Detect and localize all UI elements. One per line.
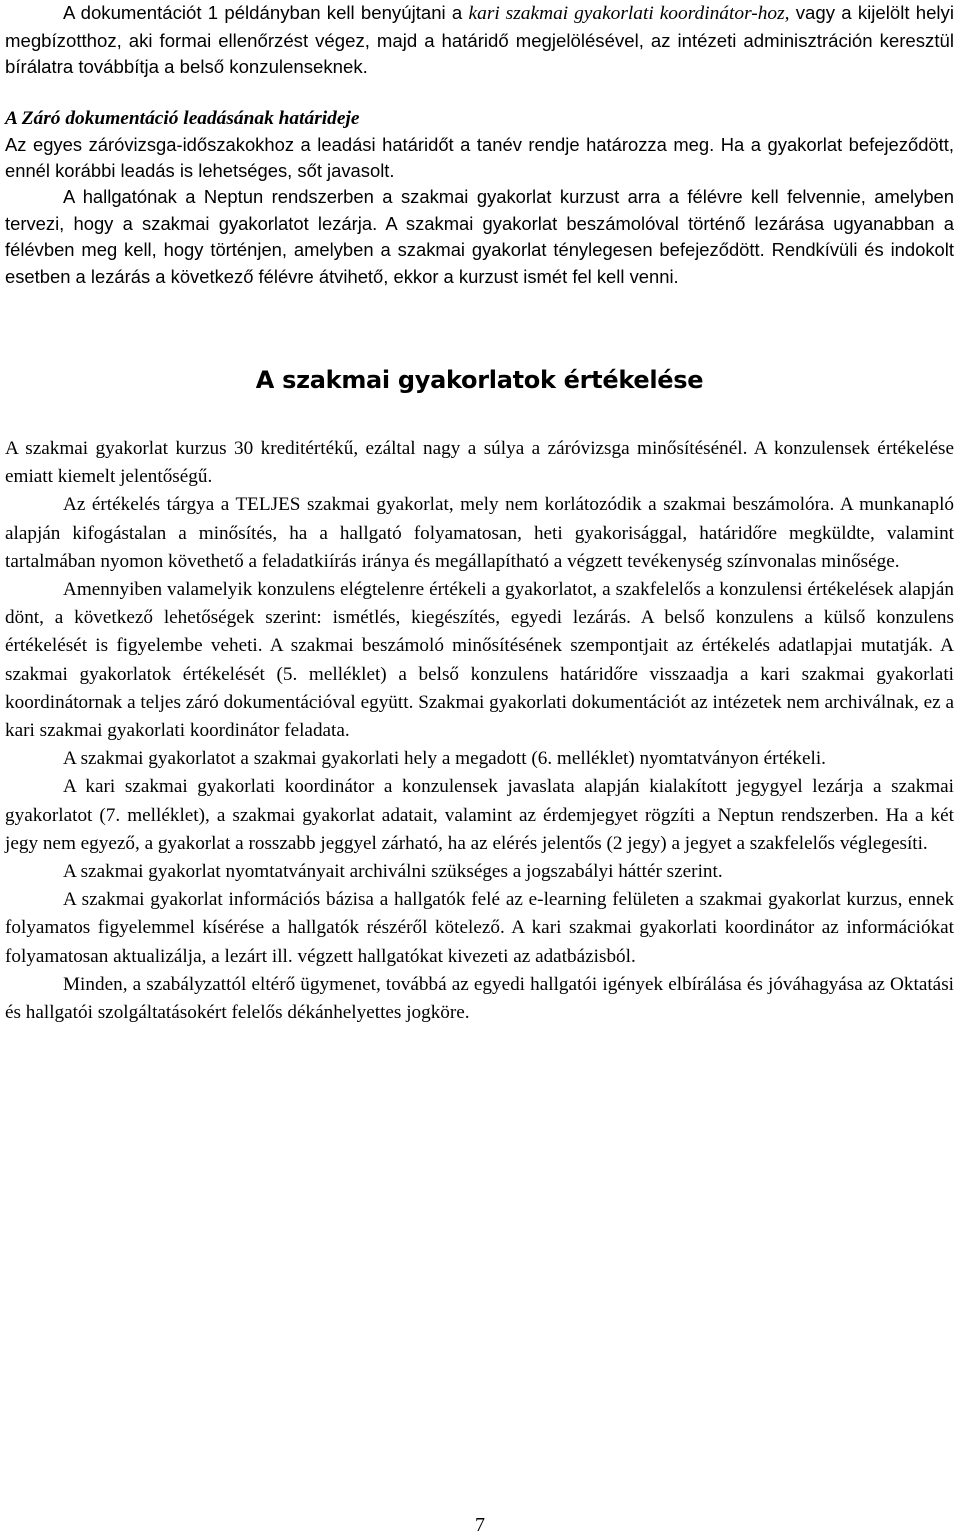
evaluation-paragraph-1: A szakmai gyakorlat kurzus 30 kreditértékű, ezáltal nagy a súlya a záróvizsga minősítésénél. A konzulensek értékelése emiatt kiemelt jelentőségű.: [5, 437, 954, 488]
evaluation-paragraph-2: Az értékelés tárgya a TELJES szakmai gyakorlat, mely nem korlátozódik a szakmai beszámolóra. A munkanapló alapján kifogástalan a minősítés, ha a hallgató folyamatosan, heti gyakorisággal, határidőre megküldte, valamint tartalmában nyomon követhető a feladatkiírás iránya és megállapítható a végzett tevékenység színvonalas minősége.: [5, 494, 954, 572]
evaluation-paragraph-5: A kari szakmai gyakorlati koordinátor a konzulensek javaslata alapján kialakított jegygyel lezárja a szakmai gyakorlatot (7. melléklet), a szakmai gyakorlat adatait, valamint az érdemjegyet rögzíti a Neptun rendszerben. Ha a két jegy nem egyező, a gyakorlat a rosszabb jeggyel zárható, ha az elérés jelentős (2 jegy) a jegyet a szakfelelős véglegesíti.: [5, 776, 954, 854]
evaluation-paragraph-7: A szakmai gyakorlat információs bázisa a hallgatók felé az e-learning felületen a szakmai gyakorlat kurzus, ennek folyamatos figyelemmel kísérése a hallgatók részéről kötelező. A kari szakmai gyakorlati koordinátor az információkat folyamatosan aktualizálja, a lezárt ill. végzett hallgatókat kivezeti az adatbázisból.: [5, 889, 954, 967]
evaluation-paragraph-6: A szakmai gyakorlat nyomtatványait archiválni szükséges a jogszabályi háttér szerint.: [63, 860, 723, 882]
neptun-paragraph: A hallgatónak a Neptun rendszerben a szakmai gyakorlat kurzust arra a félévre kell felvennie, amelyben tervezi, hogy a szakmai gyakorlatot lezárja. A szakmai gyakorlat beszámolóval történő lezárása ugyanabban a félévben meg kell, hogy történjen, amelyben a szakmai gyakorlat ténylegesen befejeződött. Rendkívüli és indokolt esetben a lezárás a következő félévre átvihető, ekkor a kurzust ismét fel kell venni.: [5, 186, 954, 287]
evaluation-paragraph-8: Minden, a szabályzattól eltérő ügymenet, továbbá az egyedi hallgatói igények elbírálása és jóváhagyása az Oktatási és hallgatói szolgáltatásokért felelős dékánhelyettes jogköre.: [5, 973, 954, 1023]
section-heading: A szakmai gyakorlatok értékelése: [255, 365, 704, 394]
intro-text-b: vagy a kijelölt helyi megbízotthoz, aki formai ellenőrzést végez, majd a határidő megjelölésével, az intézeti adminisztráción keresztül bírálatra továbbítja a belső konzulenseknek.: [5, 2, 954, 77]
intro-text-italic: kari szakmai gyakorlati koordinátor-hoz,: [468, 3, 790, 24]
intro-paragraph: [5, 0, 954, 81]
deadline-subheading: A Záró dokumentáció leadásának határideje: [5, 107, 360, 129]
evaluation-paragraph-4: A szakmai gyakorlatot a szakmai gyakorlati hely a megadott (6. melléklet) nyomtatványon értékeli.: [63, 748, 826, 770]
document-page: [5, 0, 954, 1027]
evaluation-body: [5, 435, 954, 1027]
deadline-paragraph: Az egyes záróvizsga-időszakokhoz a leadási határidőt a tanév rendje határozza meg. Ha a gyakorlat befejeződött, ennél korábbi leadás is lehetséges, sőt javasolt.: [5, 133, 954, 181]
intro-text-a: A dokumentációt 1 példányban kell benyújtani a: [63, 2, 469, 23]
page-number: 7: [475, 1514, 485, 1536]
evaluation-paragraph-3: Amennyiben valamelyik konzulens elégtelenre értékeli a gyakorlatot, a szakfelelős a konzulensi értékelések alapján dönt, a következő lehetőségek szerint: ismétlés, kiegészítés, egyedi lezárás. A belső konzulens a külső konzulens értékelését is figyelembe veheti. A szakmai beszámoló minősítésének szempontjait az értékelés adatlapjai mutatják. A szakmai gyakorlatok értékelését (5. melléklet) a belső konzulens határidőre visszaadja a kari szakmai gyakorlati koordinátornak a teljes záró dokumentációval együtt. Szakmai gyakorlati dokumentációt az intézetek nem archiválnak, ez a kari szakmai gyakorlati koordinátor feladata.: [5, 578, 954, 741]
